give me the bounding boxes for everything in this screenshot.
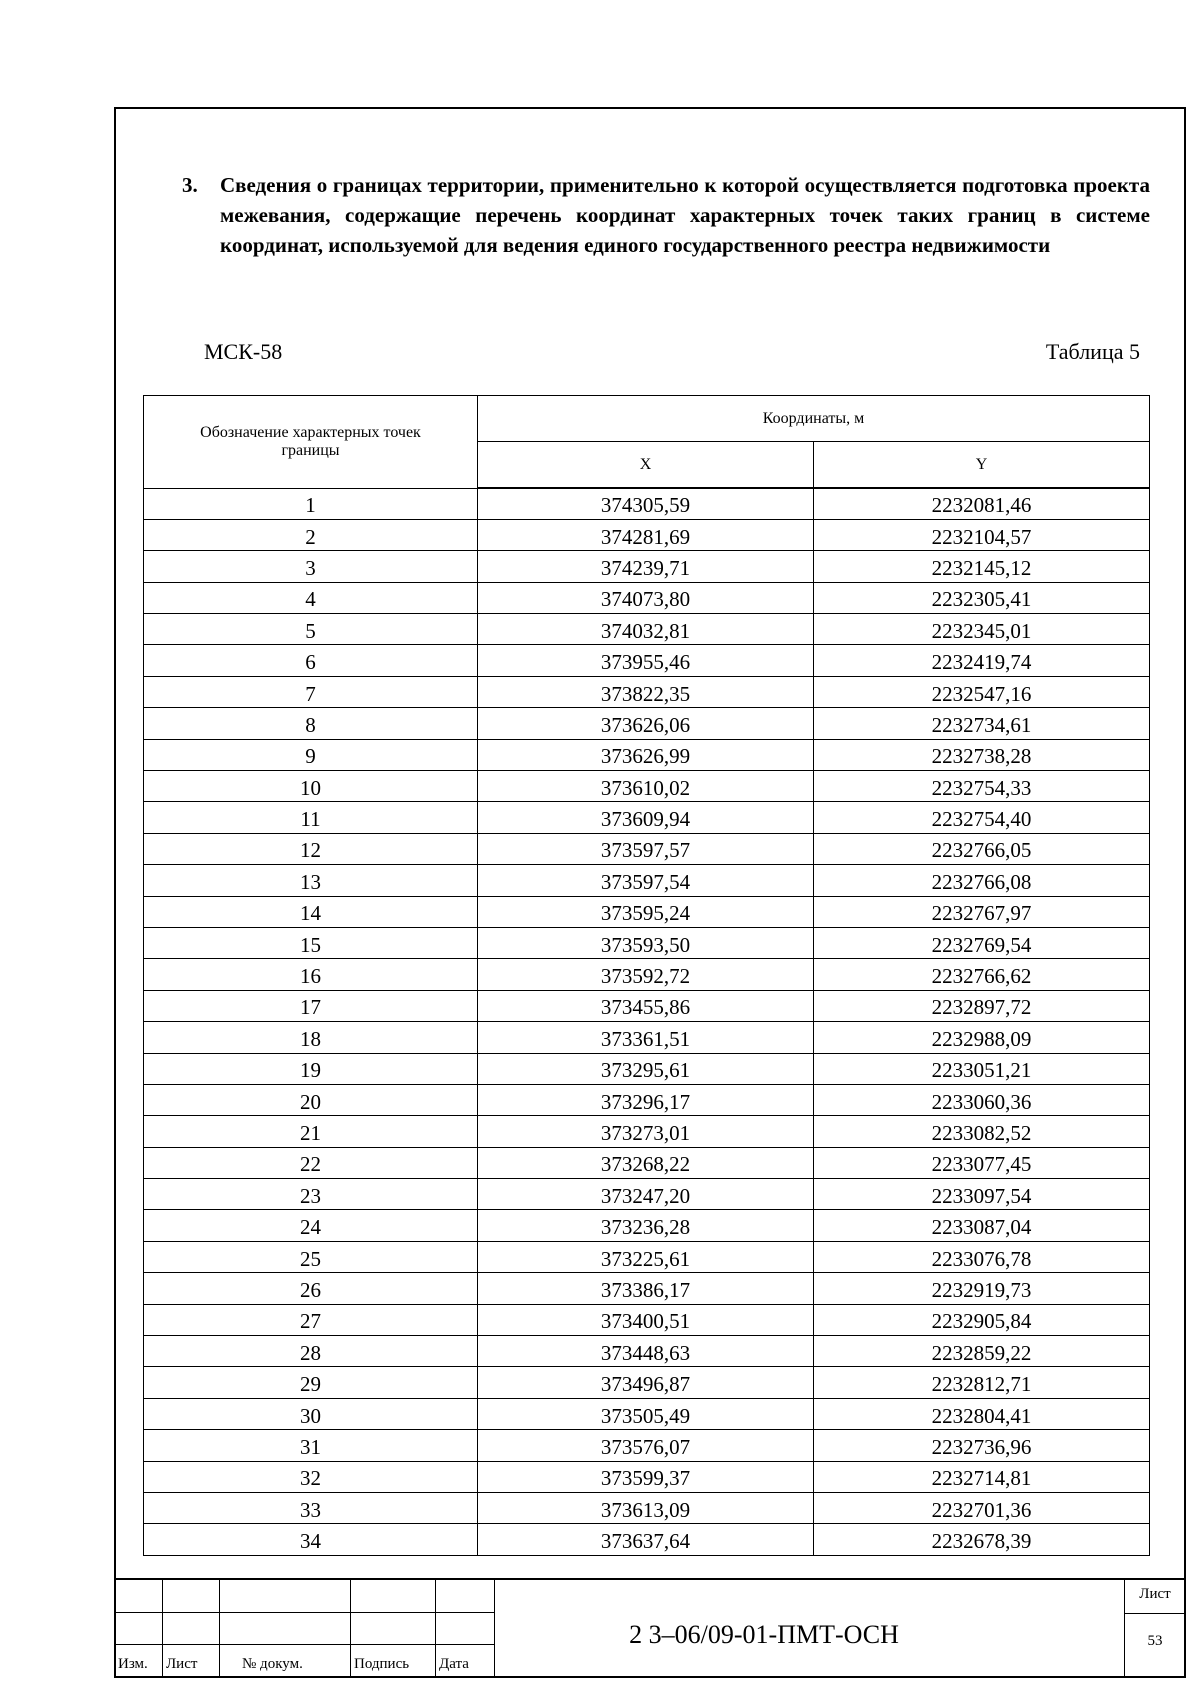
- point-number-cell: 11: [144, 802, 478, 833]
- x-coordinate-cell: 373225,61: [478, 1241, 814, 1272]
- table-row: [144, 614, 1150, 645]
- header-points: Обозначение характерных точек границы: [144, 396, 478, 489]
- table-row: [144, 1461, 1150, 1492]
- x-coordinate-cell: 374032,81: [478, 614, 814, 645]
- point-number-cell: 14: [144, 896, 478, 927]
- x-coordinate-cell: 373626,99: [478, 739, 814, 770]
- table-row: [144, 1147, 1150, 1178]
- x-coordinate-cell: 373822,35: [478, 676, 814, 707]
- y-coordinate-cell: 2232897,72: [814, 990, 1150, 1021]
- header-coordinates: Координаты, м: [478, 396, 1150, 442]
- table-row: [144, 1336, 1150, 1367]
- table-row: [144, 1084, 1150, 1115]
- point-number-cell: 9: [144, 739, 478, 770]
- x-coordinate-cell: 373247,20: [478, 1179, 814, 1210]
- section-heading: [182, 170, 1150, 260]
- y-coordinate-cell: 2232701,36: [814, 1493, 1150, 1524]
- y-coordinate-cell: 2232988,09: [814, 1022, 1150, 1053]
- y-coordinate-cell: 2232305,41: [814, 582, 1150, 613]
- x-coordinate-cell: 373593,50: [478, 927, 814, 958]
- point-number-cell: 26: [144, 1273, 478, 1304]
- y-coordinate-cell: 2232766,62: [814, 959, 1150, 990]
- table-row: [144, 959, 1150, 990]
- coordinate-system-label: МСК-58: [204, 339, 283, 364]
- y-coordinate-cell: 2233077,45: [814, 1147, 1150, 1178]
- x-coordinate-cell: 373505,49: [478, 1398, 814, 1429]
- point-number-cell: 29: [144, 1367, 478, 1398]
- point-number-cell: 33: [144, 1493, 478, 1524]
- x-coordinate-cell: 373609,94: [478, 802, 814, 833]
- point-number-cell: 6: [144, 645, 478, 676]
- point-number-cell: 13: [144, 865, 478, 896]
- point-number-cell: 1: [144, 488, 478, 519]
- y-coordinate-cell: 2232767,97: [814, 896, 1150, 927]
- y-coordinate-cell: 2232754,40: [814, 802, 1150, 833]
- x-coordinate-cell: 373268,22: [478, 1147, 814, 1178]
- point-number-cell: 21: [144, 1116, 478, 1147]
- point-number-cell: 32: [144, 1461, 478, 1492]
- y-coordinate-cell: 2232905,84: [814, 1304, 1150, 1335]
- y-coordinate-cell: 2232081,46: [814, 488, 1150, 519]
- point-number-cell: 12: [144, 833, 478, 864]
- x-coordinate-cell: 374281,69: [478, 519, 814, 550]
- y-coordinate-cell: 2232766,08: [814, 865, 1150, 896]
- x-coordinate-cell: 373236,28: [478, 1210, 814, 1241]
- y-coordinate-cell: 2232859,22: [814, 1336, 1150, 1367]
- table-row: [144, 802, 1150, 833]
- table-caption: Таблица 5: [1045, 339, 1140, 364]
- table-row: [144, 582, 1150, 613]
- table-row: [144, 927, 1150, 958]
- y-coordinate-cell: 2233097,54: [814, 1179, 1150, 1210]
- point-number-cell: 28: [144, 1336, 478, 1367]
- point-number-cell: 18: [144, 1022, 478, 1053]
- table-row: [144, 1524, 1150, 1555]
- x-coordinate-cell: 373455,86: [478, 990, 814, 1021]
- x-coordinate-cell: 373400,51: [478, 1304, 814, 1335]
- point-number-cell: 4: [144, 582, 478, 613]
- table-row: [144, 708, 1150, 739]
- table-row: [144, 1116, 1150, 1147]
- table-row: [144, 1398, 1150, 1429]
- header-x: X: [478, 442, 814, 489]
- y-coordinate-cell: 2232714,81: [814, 1461, 1150, 1492]
- title-block: [114, 1578, 1186, 1678]
- table-row: [144, 1430, 1150, 1461]
- coordinates-table: [143, 395, 1150, 1556]
- point-number-cell: 5: [144, 614, 478, 645]
- y-coordinate-cell: 2232419,74: [814, 645, 1150, 676]
- stamp-doc: № докум.: [242, 1656, 303, 1672]
- x-coordinate-cell: 373576,07: [478, 1430, 814, 1461]
- x-coordinate-cell: 374073,80: [478, 582, 814, 613]
- x-coordinate-cell: 374239,71: [478, 551, 814, 582]
- table-body: [144, 488, 1150, 1555]
- x-coordinate-cell: 373448,63: [478, 1336, 814, 1367]
- x-coordinate-cell: 373610,02: [478, 771, 814, 802]
- table-row: [144, 676, 1150, 707]
- point-number-cell: 3: [144, 551, 478, 582]
- y-coordinate-cell: 2233060,36: [814, 1084, 1150, 1115]
- x-coordinate-cell: 373296,17: [478, 1084, 814, 1115]
- y-coordinate-cell: 2232766,05: [814, 833, 1150, 864]
- x-coordinate-cell: 373595,24: [478, 896, 814, 927]
- stamp-izm: Изм.: [118, 1656, 148, 1672]
- y-coordinate-cell: 2233082,52: [814, 1116, 1150, 1147]
- table-row: [144, 833, 1150, 864]
- point-number-cell: 10: [144, 771, 478, 802]
- x-coordinate-cell: 373597,54: [478, 865, 814, 896]
- x-coordinate-cell: 373637,64: [478, 1524, 814, 1555]
- y-coordinate-cell: 2233051,21: [814, 1053, 1150, 1084]
- point-number-cell: 23: [144, 1179, 478, 1210]
- point-number-cell: 22: [144, 1147, 478, 1178]
- point-number-cell: 30: [144, 1398, 478, 1429]
- point-number-cell: 27: [144, 1304, 478, 1335]
- table-row: [144, 519, 1150, 550]
- x-coordinate-cell: 373273,01: [478, 1116, 814, 1147]
- point-number-cell: 15: [144, 927, 478, 958]
- section-number: 3.: [182, 173, 198, 197]
- y-coordinate-cell: 2232678,39: [814, 1524, 1150, 1555]
- point-number-cell: 17: [144, 990, 478, 1021]
- document-number: 2 3–06/09-01-ПМТ-ОСН: [629, 1620, 899, 1649]
- sheet-label: Лист: [1139, 1586, 1171, 1602]
- y-coordinate-cell: 2232919,73: [814, 1273, 1150, 1304]
- x-coordinate-cell: 373295,61: [478, 1053, 814, 1084]
- x-coordinate-cell: 373626,06: [478, 708, 814, 739]
- table-row: [144, 645, 1150, 676]
- table-row: [144, 1273, 1150, 1304]
- table-row: [144, 1179, 1150, 1210]
- header-y: Y: [814, 442, 1150, 489]
- table-row: [144, 1241, 1150, 1272]
- y-coordinate-cell: 2232547,16: [814, 676, 1150, 707]
- table-row: [144, 1022, 1150, 1053]
- point-number-cell: 24: [144, 1210, 478, 1241]
- point-number-cell: 7: [144, 676, 478, 707]
- y-coordinate-cell: 2232754,33: [814, 771, 1150, 802]
- point-number-cell: 31: [144, 1430, 478, 1461]
- point-number-cell: 20: [144, 1084, 478, 1115]
- y-coordinate-cell: 2232738,28: [814, 739, 1150, 770]
- x-coordinate-cell: 373599,37: [478, 1461, 814, 1492]
- point-number-cell: 25: [144, 1241, 478, 1272]
- y-coordinate-cell: 2232104,57: [814, 519, 1150, 550]
- y-coordinate-cell: 2232812,71: [814, 1367, 1150, 1398]
- x-coordinate-cell: 373386,17: [478, 1273, 814, 1304]
- x-coordinate-cell: 373361,51: [478, 1022, 814, 1053]
- x-coordinate-cell: 373597,57: [478, 833, 814, 864]
- table-row: [144, 551, 1150, 582]
- table-row: [144, 1367, 1150, 1398]
- point-number-cell: 16: [144, 959, 478, 990]
- table-row: [144, 771, 1150, 802]
- table-row: [144, 990, 1150, 1021]
- table-row: [144, 1304, 1150, 1335]
- y-coordinate-cell: 2232734,61: [814, 708, 1150, 739]
- table-row: [144, 896, 1150, 927]
- table-row: [144, 1053, 1150, 1084]
- y-coordinate-cell: 2232804,41: [814, 1398, 1150, 1429]
- stamp-sign: Подпись: [354, 1656, 410, 1672]
- y-coordinate-cell: 2233076,78: [814, 1241, 1150, 1272]
- y-coordinate-cell: 2233087,04: [814, 1210, 1150, 1241]
- point-number-cell: 34: [144, 1524, 478, 1555]
- point-number-cell: 2: [144, 519, 478, 550]
- x-coordinate-cell: 373592,72: [478, 959, 814, 990]
- y-coordinate-cell: 2232145,12: [814, 551, 1150, 582]
- x-coordinate-cell: 373613,09: [478, 1493, 814, 1524]
- point-number-cell: 19: [144, 1053, 478, 1084]
- x-coordinate-cell: 373955,46: [478, 645, 814, 676]
- y-coordinate-cell: 2232769,54: [814, 927, 1150, 958]
- table-row: [144, 865, 1150, 896]
- point-number-cell: 8: [144, 708, 478, 739]
- y-coordinate-cell: 2232345,01: [814, 614, 1150, 645]
- stamp-list: Лист: [166, 1656, 198, 1672]
- sheet-number: 53: [1147, 1633, 1163, 1649]
- x-coordinate-cell: 373496,87: [478, 1367, 814, 1398]
- table-row: [144, 488, 1150, 519]
- table-row: [144, 739, 1150, 770]
- table-row: [144, 1493, 1150, 1524]
- table-row: [144, 1210, 1150, 1241]
- y-coordinate-cell: 2232736,96: [814, 1430, 1150, 1461]
- stamp-date: Дата: [439, 1656, 469, 1672]
- section-title: Сведения о границах территории, применительно к которой осуществляется подготовка проекта межевания, содержащие перечень координат характерных точек таких границ в системе координат, используемой для ведения единого государственного реестра недвижимости: [220, 173, 1150, 257]
- x-coordinate-cell: 374305,59: [478, 488, 814, 519]
